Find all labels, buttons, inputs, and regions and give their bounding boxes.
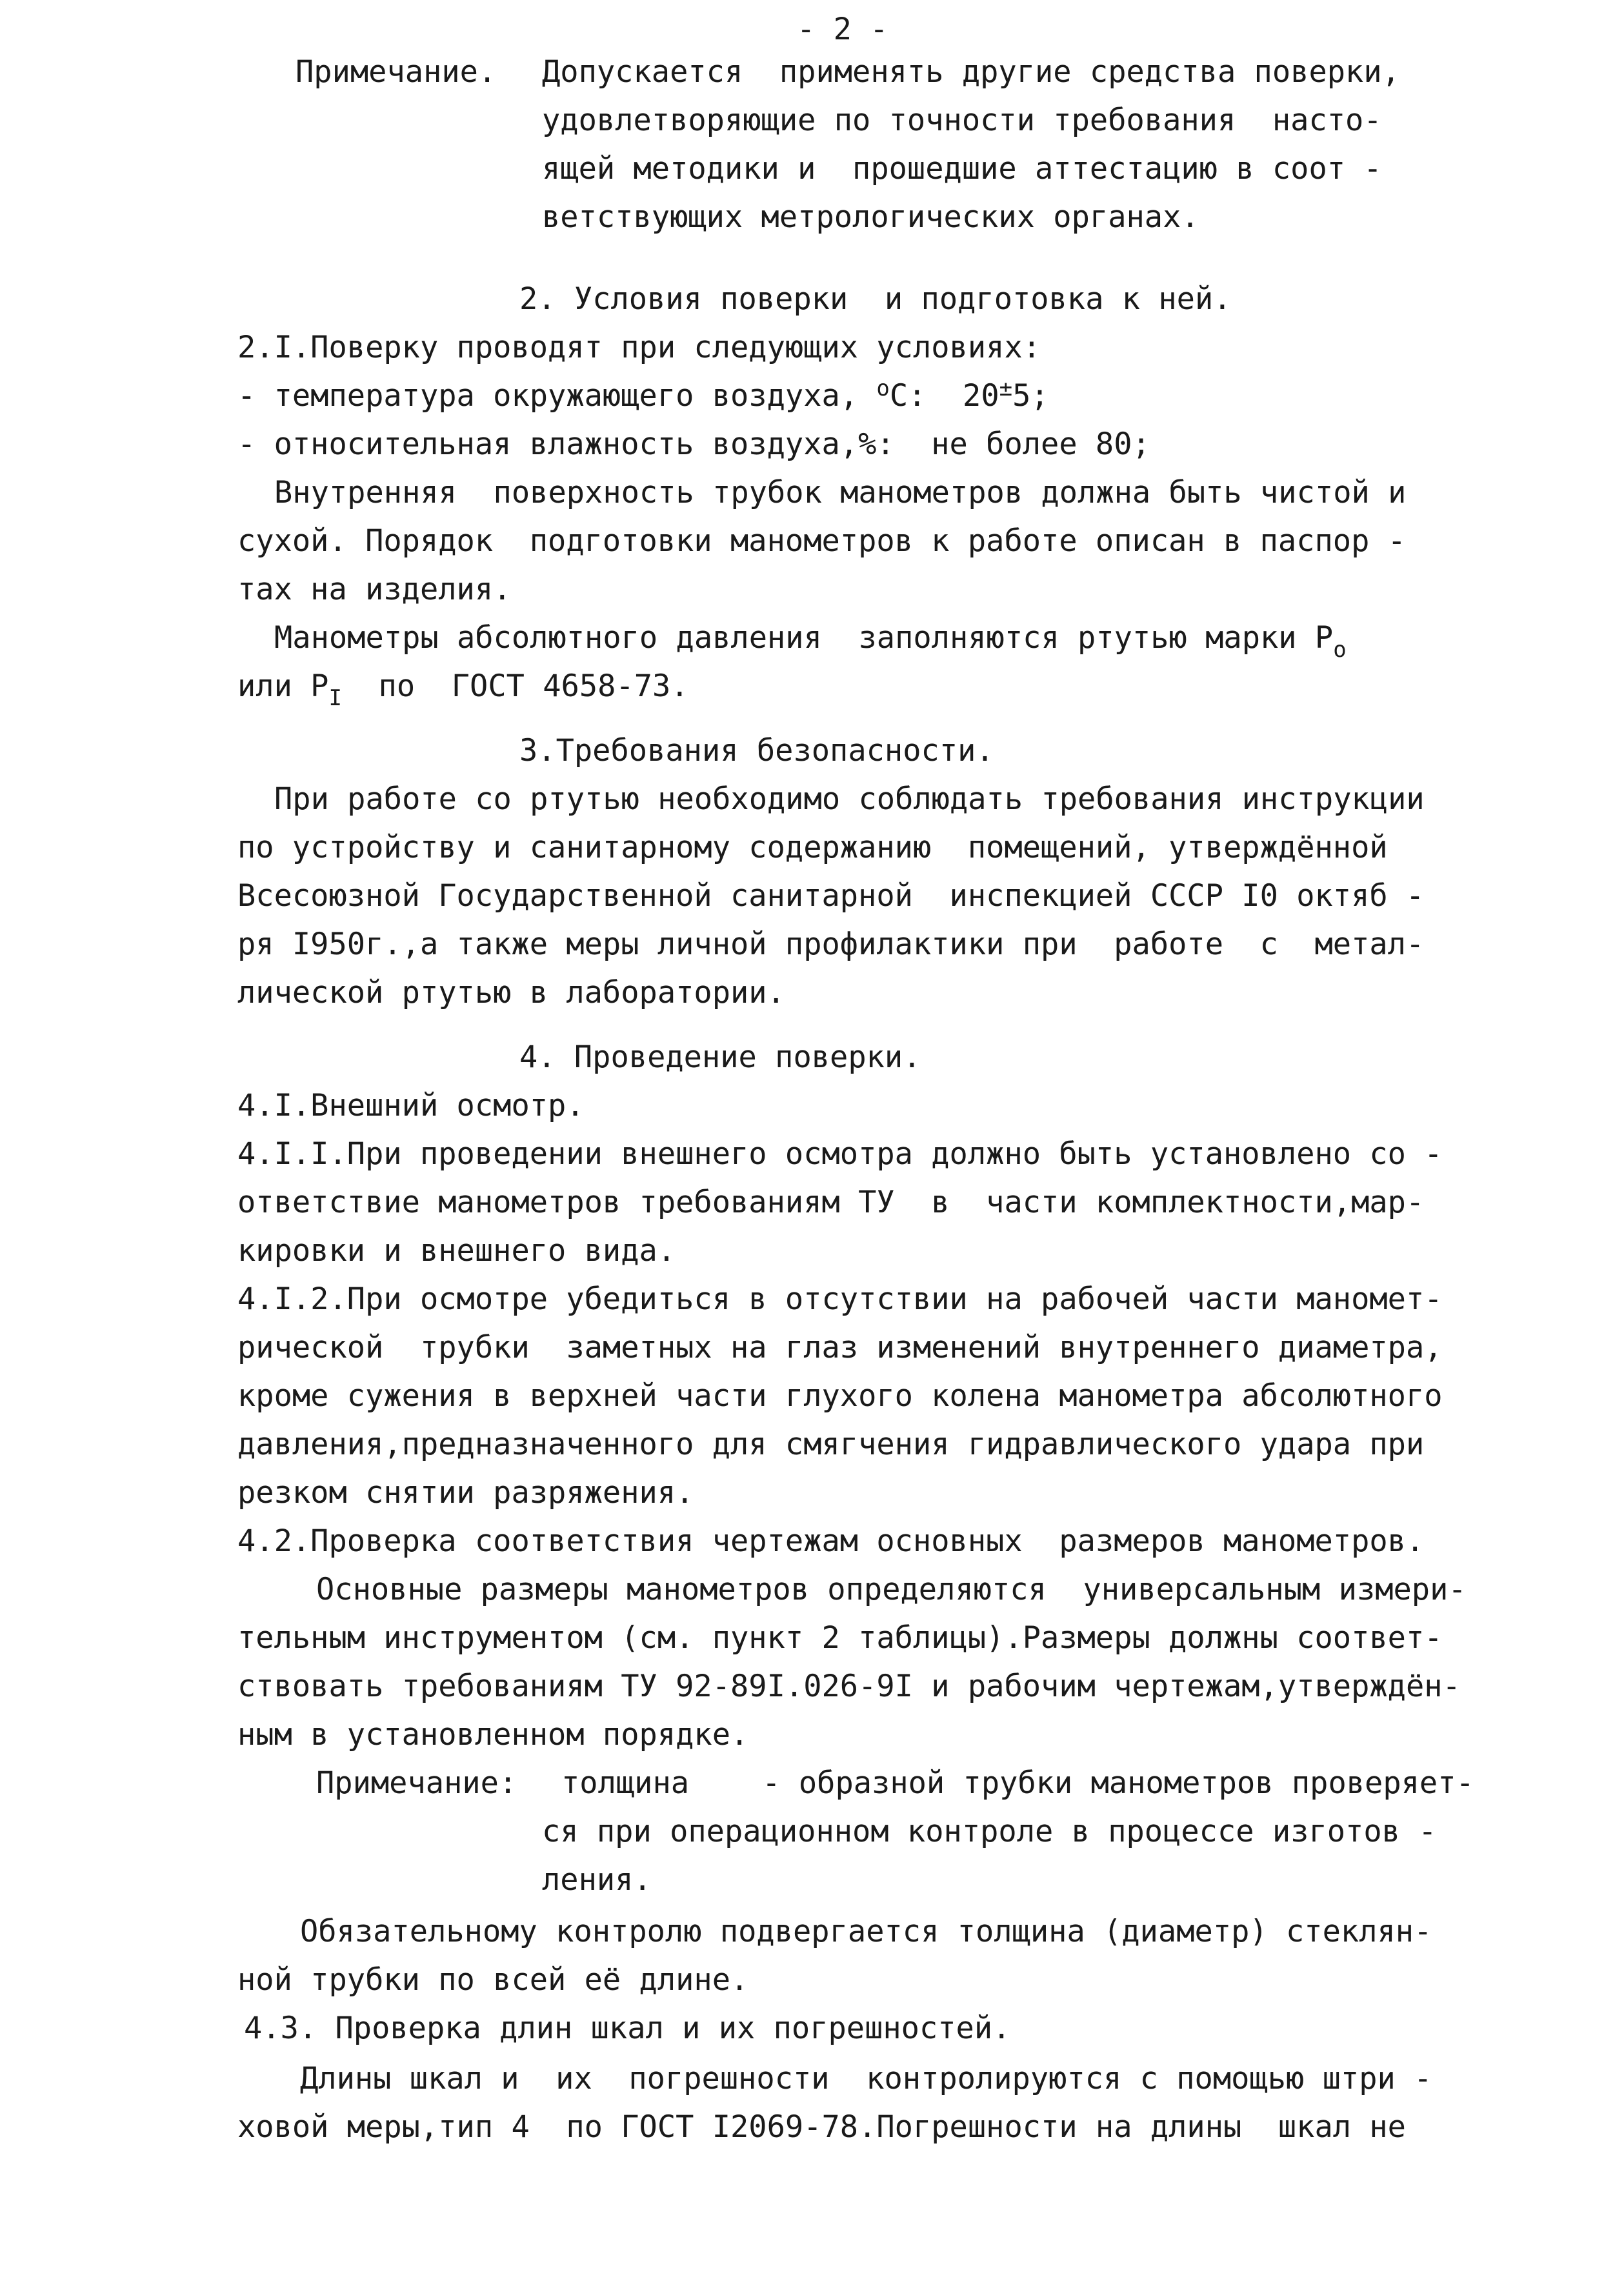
paragraph-line: ной трубки по всей её длине. [237, 1962, 749, 1998]
paragraph-line: тельным инструментом (см. пункт 2 таблицы).Размеры должны соответ- [237, 1620, 1443, 1656]
note-label: Примечание: [316, 1765, 517, 1801]
paragraph-line: Обязательному контролю подвергается толщина (диаметр) стеклян- [300, 1914, 1432, 1949]
note-line: ся при операционном контроле в процессе изготов - [542, 1814, 1437, 1849]
paragraph-line: ствовать требованиям ТУ 92-89I.026-9I и рабочим чертежам,утверждён- [237, 1669, 1461, 1704]
paragraph-line: - температура окружающего воздуха, $^о$С: 20±5; [237, 376, 1049, 414]
paragraph-line: сухой. Порядок подготовки манометров к работе описан в паспор - [237, 523, 1406, 559]
paragraph-line: Манометры абсолютного давления заполняются ртутью марки $Р_о$ [274, 620, 1347, 663]
paragraph-line: Внутренняя поверхность трубок манометров должна быть чистой и [274, 475, 1407, 510]
note-line: ления. [542, 1862, 652, 1898]
paragraph-line: ответствие манометров требованиям ТУ в части комплектности,мар- [237, 1185, 1425, 1220]
paragraph-line: по устройству и санитарному содержанию помещений, утверждённой [237, 830, 1388, 865]
paragraph-line: тах на изделия. [237, 572, 512, 607]
note-line: удовлетворяющие по точности требования насто- [542, 103, 1382, 138]
paragraph-line: - относительная влажность воздуха,%: не более 80; [237, 427, 1150, 462]
paragraph-line: Основные размеры манометров определяются универсальным измери- [316, 1572, 1467, 1607]
paragraph-line: 4.I.2.При осмотре убедиться в отсутствии на рабочей части маномет- [237, 1281, 1443, 1317]
note-line: ящей методики и прошедшие аттестацию в соот - [542, 151, 1382, 186]
paragraph-line: 4.I.Внешний осмотр. [237, 1088, 585, 1123]
paragraph-line: лической ртутью в лаборатории. [237, 975, 785, 1010]
paragraph-line: Всесоюзной Государственной санитарной инспекцией СССР I0 октяб - [237, 878, 1425, 914]
paragraph-line: 4.3. Проверка длин шкал и их погрешностей. [244, 2011, 1011, 2046]
paragraph-line: Длины шкал и их погрешности контролируются с помощью штри - [300, 2061, 1432, 2096]
note-line: ветствующих метрологических органах. [542, 199, 1199, 235]
paragraph-line: кировки и внешнего вида. [237, 1233, 676, 1269]
paragraph-line: ным в установленном порядке. [237, 1717, 749, 1752]
page-number: - 2 - [797, 12, 888, 47]
note-label: Примечание. [296, 54, 497, 90]
section-heading: 3.Требования безопасности. [519, 733, 994, 768]
note-line: толщина - образной трубки манометров проверяет- [561, 1765, 1474, 1801]
paragraph-line: давления,предназначенного для смягчения гидравлического удара при [237, 1427, 1425, 1462]
paragraph-line: кроме сужения в верхней части глухого колена манометра абсолютного [237, 1378, 1443, 1414]
note-line: Допускается применять другие средства поверки, [542, 54, 1400, 90]
paragraph-line: 4.I.I.При проведении внешнего осмотра должно быть установлено со - [237, 1136, 1443, 1172]
paragraph-line: рической трубки заметных на глаз изменений внутреннего диаметра, [237, 1330, 1443, 1365]
section-heading: 4. Проведение поверки. [519, 1039, 921, 1075]
paragraph-line: ховой меры,тип 4 по ГОСТ I2069-78.Погрешности на длины шкал не [237, 2109, 1406, 2145]
paragraph-line: 2.I.Поверку проводят при следующих условиях: [237, 330, 1041, 365]
section-heading: 2. Условия поверки и подготовка к ней. [519, 281, 1232, 317]
paragraph-line: ря I950г.,а также меры личной профилактики при работе с метал- [237, 927, 1425, 962]
paragraph-line: резком снятии разряжения. [237, 1475, 694, 1511]
paragraph-line: При работе со ртутью необходимо соблюдать требования инструкции [274, 781, 1425, 817]
paragraph-line: или $Р_I$ по ГОСТ 4658-73. [237, 668, 689, 711]
paragraph-line: 4.2.Проверка соответствия чертежам основных размеров манометров. [237, 1523, 1425, 1559]
